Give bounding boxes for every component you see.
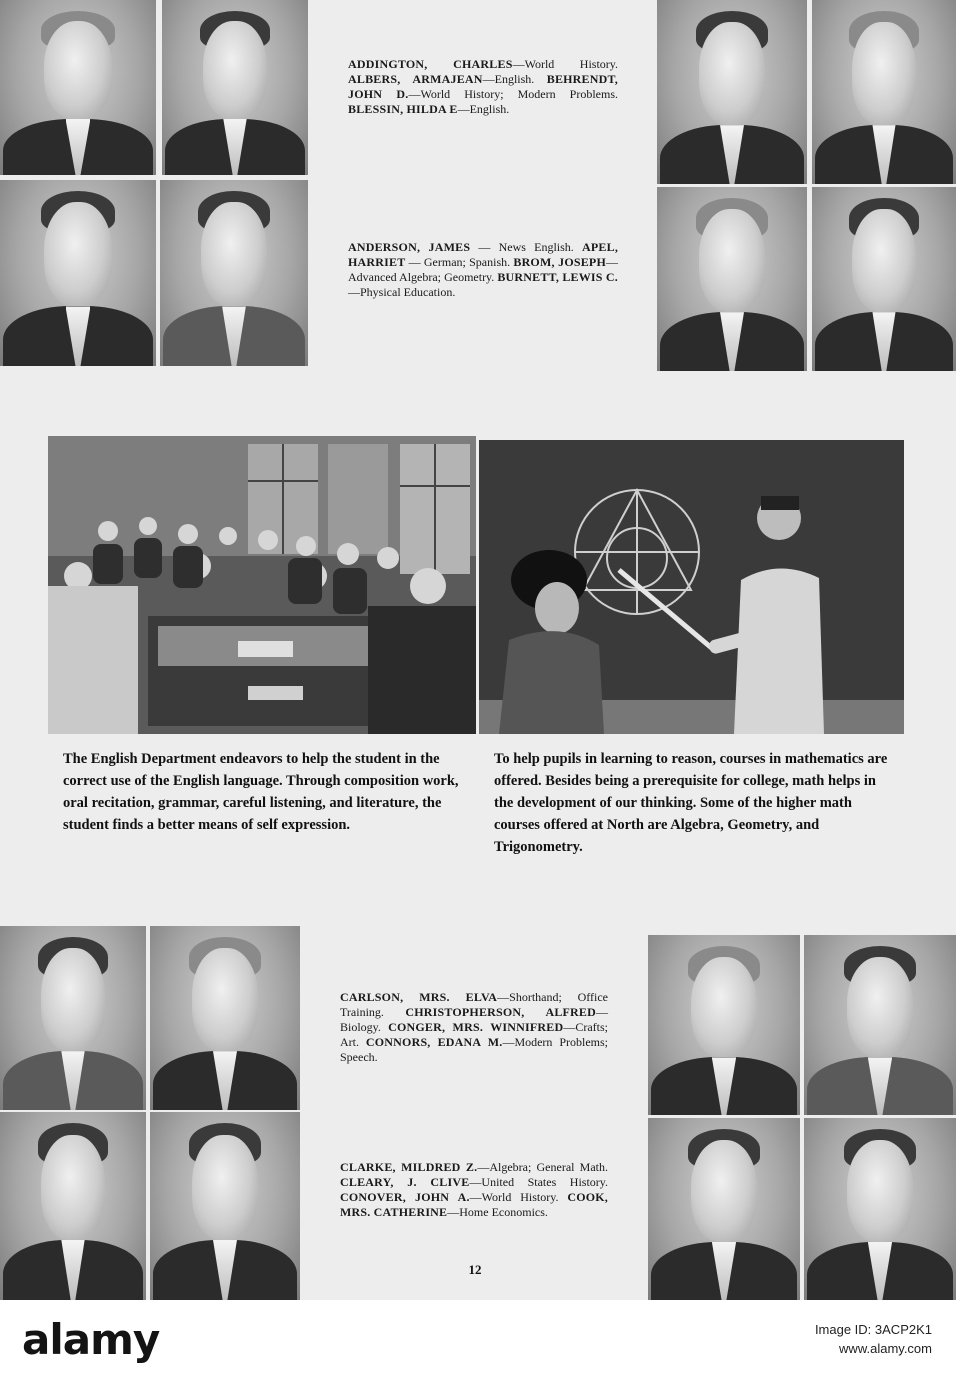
faculty-caption-top-1: ADDINGTON, CHARLES—World History. ALBERS, ARMAJEAN—English. BEHRENDT, JOHN D.—World History; Modern Problems. BLESSIN, HILDA E—English.	[348, 57, 618, 116]
faculty-caption-bottom-2: CLARKE, MILDRED Z.—Algebra; General Math. CLEARY, J. CLIVE—United States History. CONOVER, JOHN A.—World History. COOK, MRS. CATHERINE—Home Economics.	[340, 1160, 609, 1219]
math-department-paragraph: To help pupils in learning to reason, courses in mathematics are offered. Besides being a prerequisite for college, math helps in the development of our thinking. Some of the higher math courses offered at North are Algebra, Geometry, and Trigonometry.	[494, 751, 888, 855]
english-department-paragraph: The English Department endeavors to help the student in the correct use of the English language. Through composition work, oral recitation, grammar, careful listening, and literature, the student finds a better means of self expression.	[63, 751, 459, 833]
portrait-photo	[162, 0, 308, 175]
portrait-photo	[812, 0, 956, 184]
page-number: 12	[468, 1262, 482, 1277]
portrait-photo	[0, 1112, 146, 1300]
portrait-photo	[657, 187, 807, 371]
faculty-caption-bottom-1: CARLSON, MRS. ELVA—Shorthand; Office Training. CHRISTOPHERSON, ALFRED—Biology. CONGER, MRS. WINNIFRED—Crafts; Art. CONNORS, EDANA M.—Modern Problems; Speech.	[340, 990, 609, 1064]
stock-meta	[815, 1322, 932, 1356]
stock-url[interactable]: www.alamy.com	[839, 1341, 932, 1356]
faculty-caption-top-2: ANDERSON, JAMES — News English. APEL, HARRIET — German; Spanish. BROM, JOSEPH—Advanced Algebra; Geometry. BURNETT, LEWIS C.—Physical Education.	[348, 240, 619, 299]
portrait-photo	[0, 180, 156, 366]
blackboard-photo	[479, 440, 904, 734]
portrait-photo	[0, 926, 146, 1110]
portrait-photo	[648, 935, 800, 1115]
portrait-photo	[648, 1118, 800, 1300]
portrait-photo	[160, 180, 308, 366]
svg-text:alamy: alamy	[22, 1315, 160, 1364]
portrait-photo	[812, 187, 956, 371]
image-id: Image ID: 3ACP2K1	[814, 1322, 932, 1337]
portrait-photo	[804, 935, 956, 1115]
portrait-photo	[0, 0, 156, 175]
portrait-photo	[657, 0, 807, 184]
portrait-photo	[150, 1112, 300, 1300]
portrait-photo	[150, 926, 300, 1110]
classroom-photo	[48, 436, 476, 734]
portrait-photo	[804, 1118, 956, 1300]
alamy-logo	[22, 1312, 172, 1368]
